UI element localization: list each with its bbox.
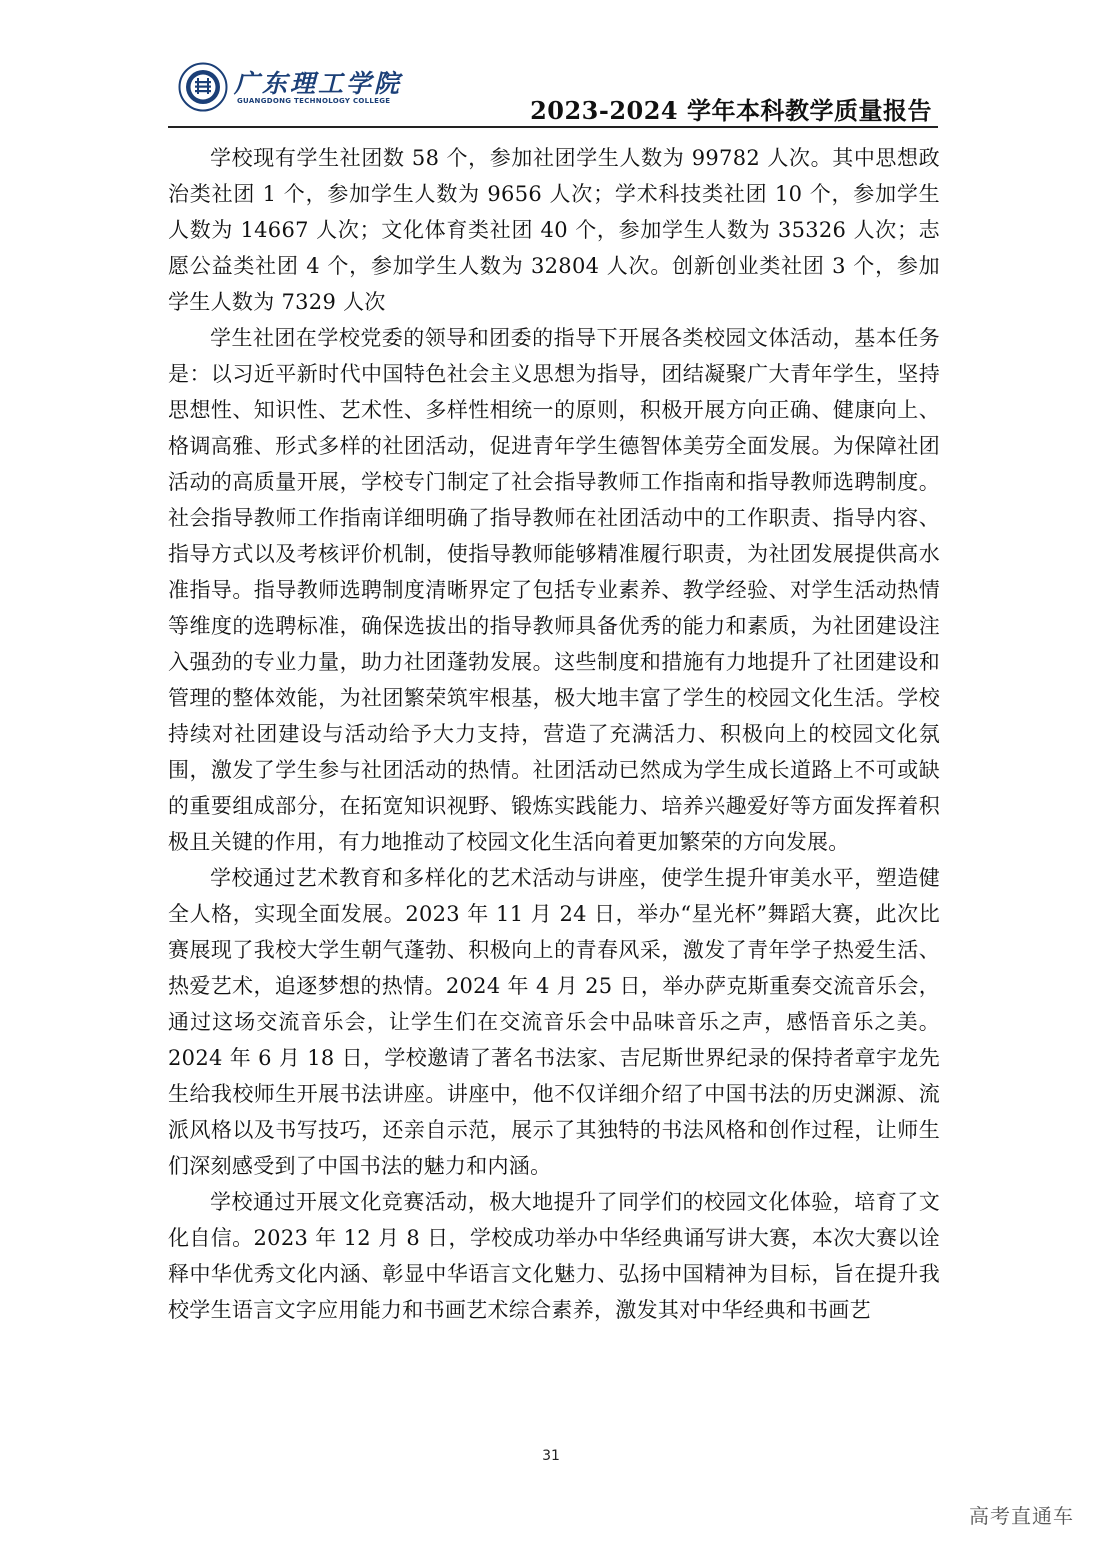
college-emblem-icon bbox=[178, 62, 228, 112]
school-name-en: GUANGDONG TECHNOLOGY COLLEGE bbox=[237, 97, 391, 105]
watermark: 高考直通车 bbox=[969, 1504, 1074, 1528]
document-body bbox=[168, 140, 940, 1328]
paragraph: 学校现有学生社团数 58 个，参加社团学生人数为 99782 人次。其中思想政治类社团 1 个，参加学生人数为 9656 人次；学术科技类社团 10 个，参加学生人数为 14667 人次；文化体育类社团 40 个，参加学生人数为 35326 人次；志愿公益类社团 4 个，参加学生人数为 32804 人次。创新创业类社团 3 个，参加学生人数为 7329 人次 bbox=[168, 146, 940, 314]
report-title: 2023-2024 学年本科教学质量报告 bbox=[530, 96, 932, 125]
page-header bbox=[168, 58, 938, 128]
paragraph: 学生社团在学校党委的领导和团委的指导下开展各类校园文体活动，基本任务是：以习近平新时代中国特色社会主义思想为指导，团结凝聚广大青年学生，坚持思想性、知识性、艺术性、多样性相统一的原则，积极开展方向正确、健康向上、格调高雅、形式多样的社团活动，促进青年学生德智体美劳全面发展。为保障社团活动的高质量开展，学校专门制定了社会指导教师工作指南和指导教师选聘制度。社会指导教师工作指南详细明确了指导教师在社团活动中的工作职责、指导内容、指导方式以及考核评价机制，使指导教师能够精准履行职责，为社团发展提供高水准指导。指导教师选聘制度清晰界定了包括专业素养、教学经验、对学生活动热情等维度的选聘标准，确保选拔出的指导教师具备优秀的能力和素质，为社团建设注入强劲的专业力量，助力社团蓬勃发展。这些制度和措施有力地提升了社团建设和管理的整体效能，为社团繁荣筑牢根基，极大地丰富了学生的校园文化生活。学校持续对社团建设与活动给予大力支持，营造了充满活力、积极向上的校园文化氛围，激发了学生参与社团活动的热情。社团活动已然成为学生成长道路上不可或缺的重要组成部分，在拓宽知识视野、锻炼实践能力、培养兴趣爱好等方面发挥着积极且关键的作用，有力地推动了校园文化生活向着更加繁荣的方向发展。 bbox=[168, 326, 940, 854]
page-number: 31 bbox=[542, 1448, 560, 1464]
paragraph: 学校通过艺术教育和多样化的艺术活动与讲座，使学生提升审美水平，塑造健全人格，实现全面发展。2023 年 11 月 24 日，举办“星光杯”舞蹈大赛，此次比赛展现了我校大学生朝气蓬勃、积极向上的青春风采，激发了青年学子热爱生活、热爱艺术，追逐梦想的热情。2024 年 4 月 25 日，举办萨克斯重奏交流音乐会，通过这场交流音乐会，让学生们在交流音乐会中品味音乐之声，感悟音乐之美。2024 年 6 月 18 日，学校邀请了著名书法家、吉尼斯世界纪录的保持者章宇龙先生给我校师生开展书法讲座。讲座中，他不仅详细介绍了中国书法的历史渊源、流派风格以及书写技巧，还亲自示范，展示了其独特的书法风格和创作过程，让师生们深刻感受到了中国书法的魅力和内涵。 bbox=[168, 866, 940, 1178]
school-name-cn: 广东理工学院 bbox=[234, 69, 403, 98]
paragraph: 学校通过开展文化竞赛活动，极大地提升了同学们的校园文化体验，培育了文化自信。2023 年 12 月 8 日，学校成功举办中华经典诵写讲大赛，本次大赛以诠释中华优秀文化内涵、彰显中华语言文化魅力、弘扬中国精神为目标，旨在提升我校学生语言文字应用能力和书画艺术综合素养，激发其对中华经典和书画艺 bbox=[168, 1190, 940, 1322]
college-logo bbox=[178, 62, 478, 118]
